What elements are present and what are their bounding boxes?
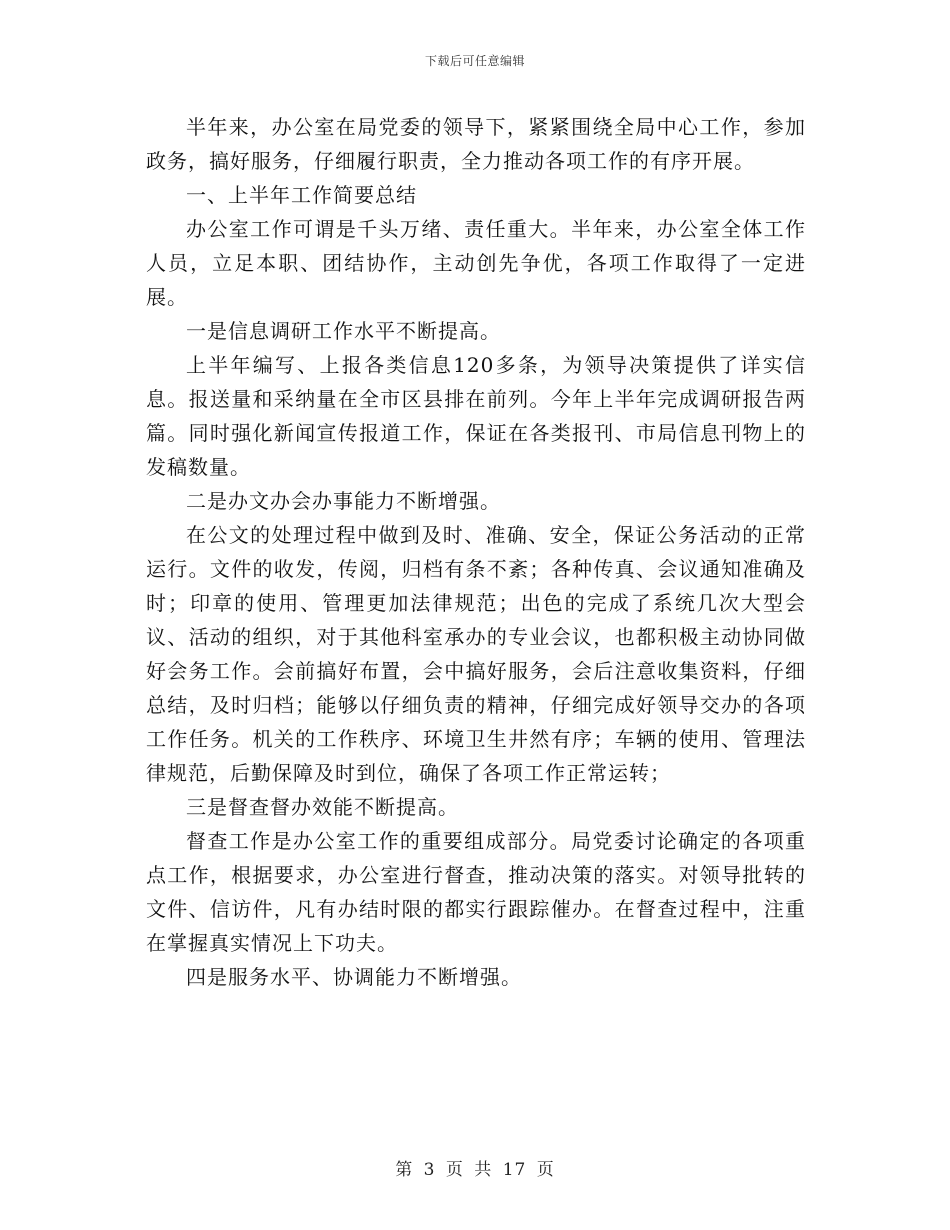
page-number-footer: 第 3 页 共 17 页: [395, 1160, 555, 1180]
point-heading-service: 四是服务水平、协调能力不断增强。: [186, 965, 522, 989]
paragraph-documents-meetings: 在公文的处理过程中做到及时、准确、安全，保证公务活动的正常运行。文件的收发，传阅，归档有条不紊；各种传真、会议通知准确及时；印章的使用、管理更加法律规范；出色的完成了系统几次大型会议、活动的组织，对于其他科室承办的专业会议，也都积极主动协同做好会务工作。会前搞好布置，会中搞好服务，会后注意收集资料，仔细总结，及时归档；能够以仔细负责的精神，仔细完成好领导交办的各项工作任务。机关的工作秩序、环境卫生井然有序；车辆的使用、管理法律规范，后勤保障及时到位，确保了各项工作正常运转；: [146, 523, 806, 785]
point-heading-documents-meetings: 二是办文办会办事能力不断增强。: [186, 489, 501, 513]
header-note: 下载后可任意编辑: [424, 54, 525, 68]
paragraph-overview: 办公室工作可谓是千头万绪、责任重大。半年来，办公室全体工作人员，立足本职、团结协作，主动创先争优，各项工作取得了一定进展。: [146, 217, 806, 309]
document-body: [146, 110, 806, 994]
paragraph-supervision: 督查工作是办公室工作的重要组成部分。局党委讨论确定的各项重点工作，根据要求，办公室进行督查，推动决策的落实。对领导批转的文件、信访件，凡有办结时限的都实行跟踪催办。在督查过程中，注重在掌握真实情况上下功夫。: [146, 829, 806, 955]
paragraph-information: 上半年编写、上报各类信息120多条，为领导决策提供了详实信息。报送量和采纳量在全市区县排在前列。今年上半年完成调研报告两篇。同时强化新闻宣传报道工作，保证在各类报刊、市局信息刊物上的发稿数量。: [146, 353, 806, 479]
point-heading-supervision: 三是督查督办效能不断提高。: [186, 795, 459, 819]
paragraph-intro: 半年来，办公室在局党委的领导下，紧紧围绕全局中心工作，参加政务，搞好服务，仔细履行职责，全力推动各项工作的有序开展。: [146, 115, 806, 173]
section-heading-summary: 一、上半年工作简要总结: [186, 183, 417, 207]
point-heading-information: 一是信息调研工作水平不断提高。: [186, 319, 501, 343]
